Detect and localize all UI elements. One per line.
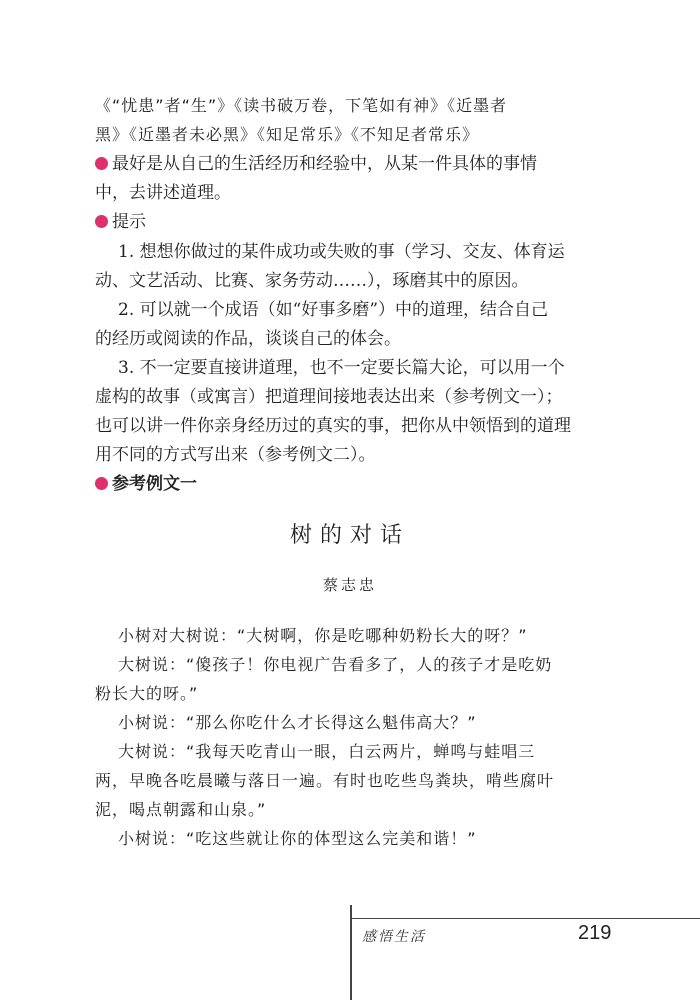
bullet-icon xyxy=(95,477,108,490)
topic-list-line-1: 《“忧患”者“生”》《读书破万卷，下笔如有神》《近墨者 xyxy=(95,96,508,115)
hint-1-line-1: 1. 想想你做过的某件成功或失败的事（学习、交友、体育运 xyxy=(118,242,565,262)
example-heading: 参考例文一 xyxy=(95,474,197,494)
hint-3-line-3: 也可以讲一件你亲身经历过的真实的事，把你从中领悟到的道理 xyxy=(95,416,571,436)
essay-line-4: 小树说：“那么你吃什么才长得这么魁伟高大？” xyxy=(118,713,477,732)
essay-line-7: 泥，喝点朝露和山泉。” xyxy=(95,800,267,819)
essay-line-1: 小树对大树说：“大树啊，你是吃哪种奶粉长大的呀？” xyxy=(118,626,528,645)
tip-paragraph-cont: 中，去讲述道理。 xyxy=(95,183,231,203)
essay-line-2: 大树说：“傻孩子！你电视广告看多了，人的孩子才是吃奶 xyxy=(118,655,553,674)
essay-title: 树的对话 xyxy=(289,523,410,548)
page-number: 219 xyxy=(578,922,612,944)
tip-paragraph: 最好是从自己的生活经历和经验中，从某一件具体的事情 xyxy=(95,154,537,174)
hint-3-line-4: 用不同的方式写出来（参考例文二）。 xyxy=(95,445,376,465)
hint-2-line-2: 的经历或阅读的作品，谈谈自己的体会。 xyxy=(95,329,401,349)
topic-list-line-2: 黑》《近墨者未必黑》《知足常乐》《不知足者常乐》 xyxy=(95,125,480,144)
bullet-icon xyxy=(95,215,108,228)
footer-divider-vertical xyxy=(350,905,352,1000)
essay-line-8: 小树说：“吃这些就让你的体型这么完美和谐！” xyxy=(118,829,477,848)
hint-2-line-1: 2. 可以就一个成语（如“好事多磨”）中的道理，结合自己 xyxy=(118,300,549,320)
hint-heading: 提示 xyxy=(95,212,146,232)
hint-3-line-2: 虚构的故事（或寓言）把道理间接地表达出来（参考例文一）； xyxy=(95,387,563,407)
essay-line-5: 大树说：“我每天吃青山一眼，白云两片，蝉鸣与蛙唱三 xyxy=(118,742,536,761)
footer-divider-horizontal xyxy=(350,918,700,919)
hint-3-line-1: 3. 不一定要直接讲道理，也不一定要长篇大论，可以用一个 xyxy=(118,358,565,378)
footer-section-label: 感悟生活 xyxy=(362,929,426,945)
bullet-icon xyxy=(95,157,108,170)
essay-author: 蔡志忠 xyxy=(322,576,377,594)
essay-line-6: 两，早晚各吃晨曦与落日一遍。有时也吃些鸟粪块，啃些腐叶 xyxy=(95,771,555,790)
hint-1-line-2: 动、文艺活动、比赛、家务劳动……），琢磨其中的原因。 xyxy=(95,271,529,291)
essay-line-3: 粉长大的呀。” xyxy=(95,684,199,703)
